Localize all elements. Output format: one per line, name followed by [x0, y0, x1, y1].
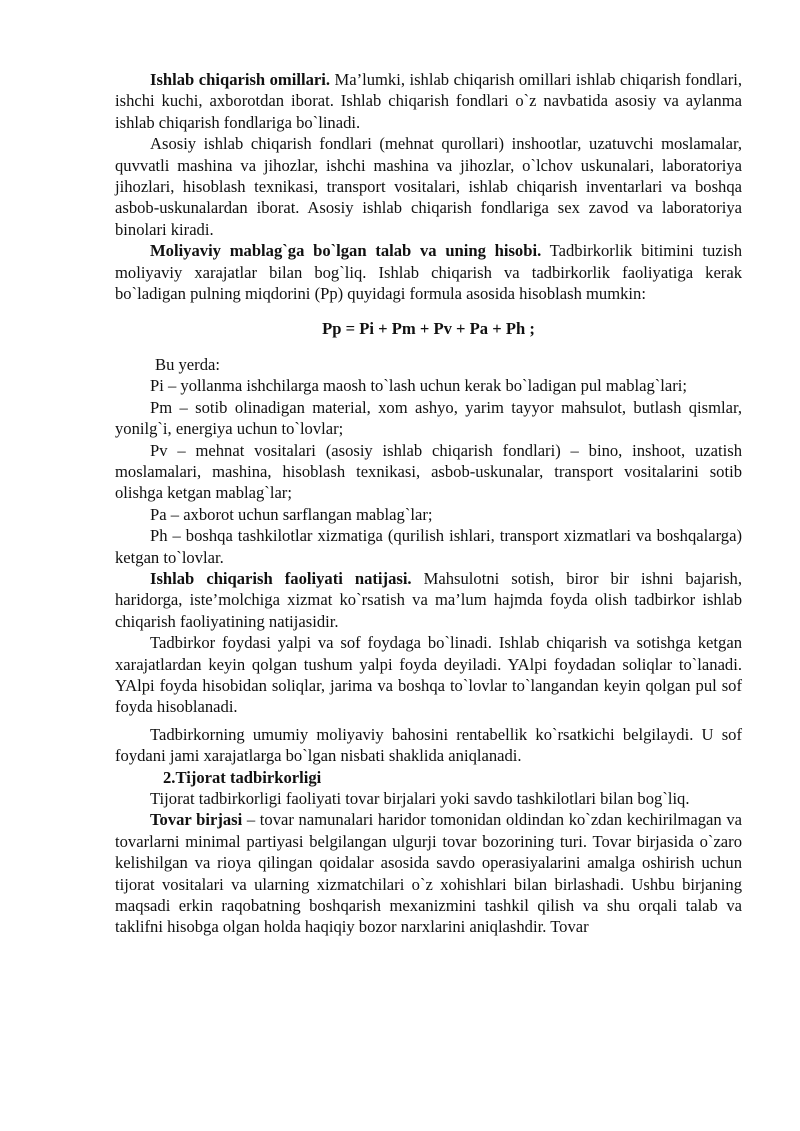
definition-pi: Pi – yollanma ishchilarga maosh to`lash uchun kerak bo`ladigan pul mablag`lari;	[150, 376, 688, 396]
formula: Pp = Pi + Pm + Pv + Pa + Ph ;	[322, 319, 535, 339]
paragraph-text: Mahsulotni sotish, biror bir ishni bajarish, haridorga, iste’molchiga xizmat ko`rsatish va ma’lum hajmda foyda olish tadbirkor ishlab chiqarish faoliyatining natijasidir.	[115, 568, 742, 631]
definition-pa: Pa – axborot uchun sarflangan mablag`lar;	[150, 504, 433, 524]
paragraph-financial-demand	[115, 240, 742, 304]
term-financial-demand: Moliyaviy mablag`ga bo`lgan talab va uning hisobi.	[150, 241, 542, 261]
paragraph-rentability: Tadbirkorning umumiy moliyaviy bahosini rentabellik ko`rsatkichi belgilaydi. U sof foydani jami xarajatlarga bo`lgan nisbati shaklida aniqlanadi.	[115, 724, 742, 766]
term-production-result: Ishlab chiqarish faoliyati natijasi.	[150, 568, 412, 588]
paragraph-commodity-exchange	[115, 809, 742, 937]
paragraph-production-factors	[115, 69, 742, 133]
definition-ph: Ph – boshqa tashkilotlar xizmatiga (qurilish ishlari, transport xizmatlari va boshqalarga) ketgan to`lovlar.	[115, 526, 742, 567]
term-production-factors: Ishlab chiqarish omillari.	[150, 70, 330, 89]
term-commodity-exchange: Tovar birjasi	[150, 810, 243, 830]
document-page	[115, 69, 742, 938]
section-heading: 2.Tijorat tadbirkorligi	[163, 767, 322, 787]
paragraph-profit: Tadbirkor foydasi yalpi va sof foydaga bo`linadi. Ishlab chiqarish va sotishga ketgan xarajatlardan keyin qolgan tushum yalpi foyda deyiladi. YAlpi foydadan soliqlar to`lanadi. YAlpi foyda hisobidan soliqlar, jarima va boshqa to`lovlar to`langandan keyin qolgan pul sof foyda hisoblanadi.	[115, 633, 742, 717]
paragraph-text: Tadbirkorlik bitimini tuzish moliyaviy xarajatlar bilan bog`liq. Ishlab chiqarish va tadbirkorlik faoliyatiga kerak bo`ladigan pulning miqdorini (Pp) quyidagi formula asosida hisoblash mumkin:	[115, 241, 742, 304]
paragraph-text: Ma’lumki, ishlab chiqarish omillari ishlab chiqarish fondlari, ishchi kuchi, axborotdan iborat. Ishlab chiqarish fondlari o`z navbatida asosiy va aylanma ishlab chiqarish fondlariga bo`linadi.	[115, 70, 742, 132]
paragraph-commercial: Tijorat tadbirkorligi faoliyati tovar birjalari yoki savdo tashkilotlari bilan bog`liq.	[150, 789, 690, 808]
paragraph-text: – tovar namunalari haridor tomonidan oldindan ko`zdan kechirilmagan va tovarlarni minimal partiyasi belgilangan ulgurji tovar bozorining turi. Tovar birjasida o`zaro kelishilgan va rioya qilingan qoidalar asosida savdo operasiyalarini amalga oshirish uchun tijorat vositalari va ularning xizmatchilari o`z xohishlari bilan birlashadi. Ushbu birjaning maqsadi erkin raqobatning boshqarish mexanizmini tashkil qilish va shu orqali talab va taklifni hisobga olgan holda haqiqiy bozor narxlarini aniqlashdir. Tovar	[115, 810, 742, 937]
where-label: Bu yerda:	[155, 354, 220, 374]
definition-pm: Pm – sotib olinadigan material, xom ashyo, yarim tayyor mahsulot, butlash qismlar, yonilg`i, energiya uchun to`lovlar;	[115, 397, 742, 439]
definition-pv: Pv – mehnat vositalari (asosiy ishlab chiqarish fondlari) – bino, inshoot, uzatish moslamalari, mashina, hisoblash texnikasi, asbob-uskunalar, transport vositalarini sotib olishga ketgan mablag`lar;	[115, 440, 742, 503]
paragraph-fixed-assets: Asosiy ishlab chiqarish fondlari (mehnat qurollari) inshootlar, uzatuvchi moslamalar, quvvatli mashina va jihozlar, ishchi mashina va jihozlar, o`lchov uskunalari, laboratoriya jihozlari, hisoblash texnikasi, transport vositalari, ishlab chiqarish inventarlari va boshqa asbob-uskunalardan iborat. Asosiy ishlab chiqarish fondlariga sex zavod va laboratoriya binolari kiradi.	[115, 134, 742, 239]
paragraph-production-result	[115, 568, 742, 632]
